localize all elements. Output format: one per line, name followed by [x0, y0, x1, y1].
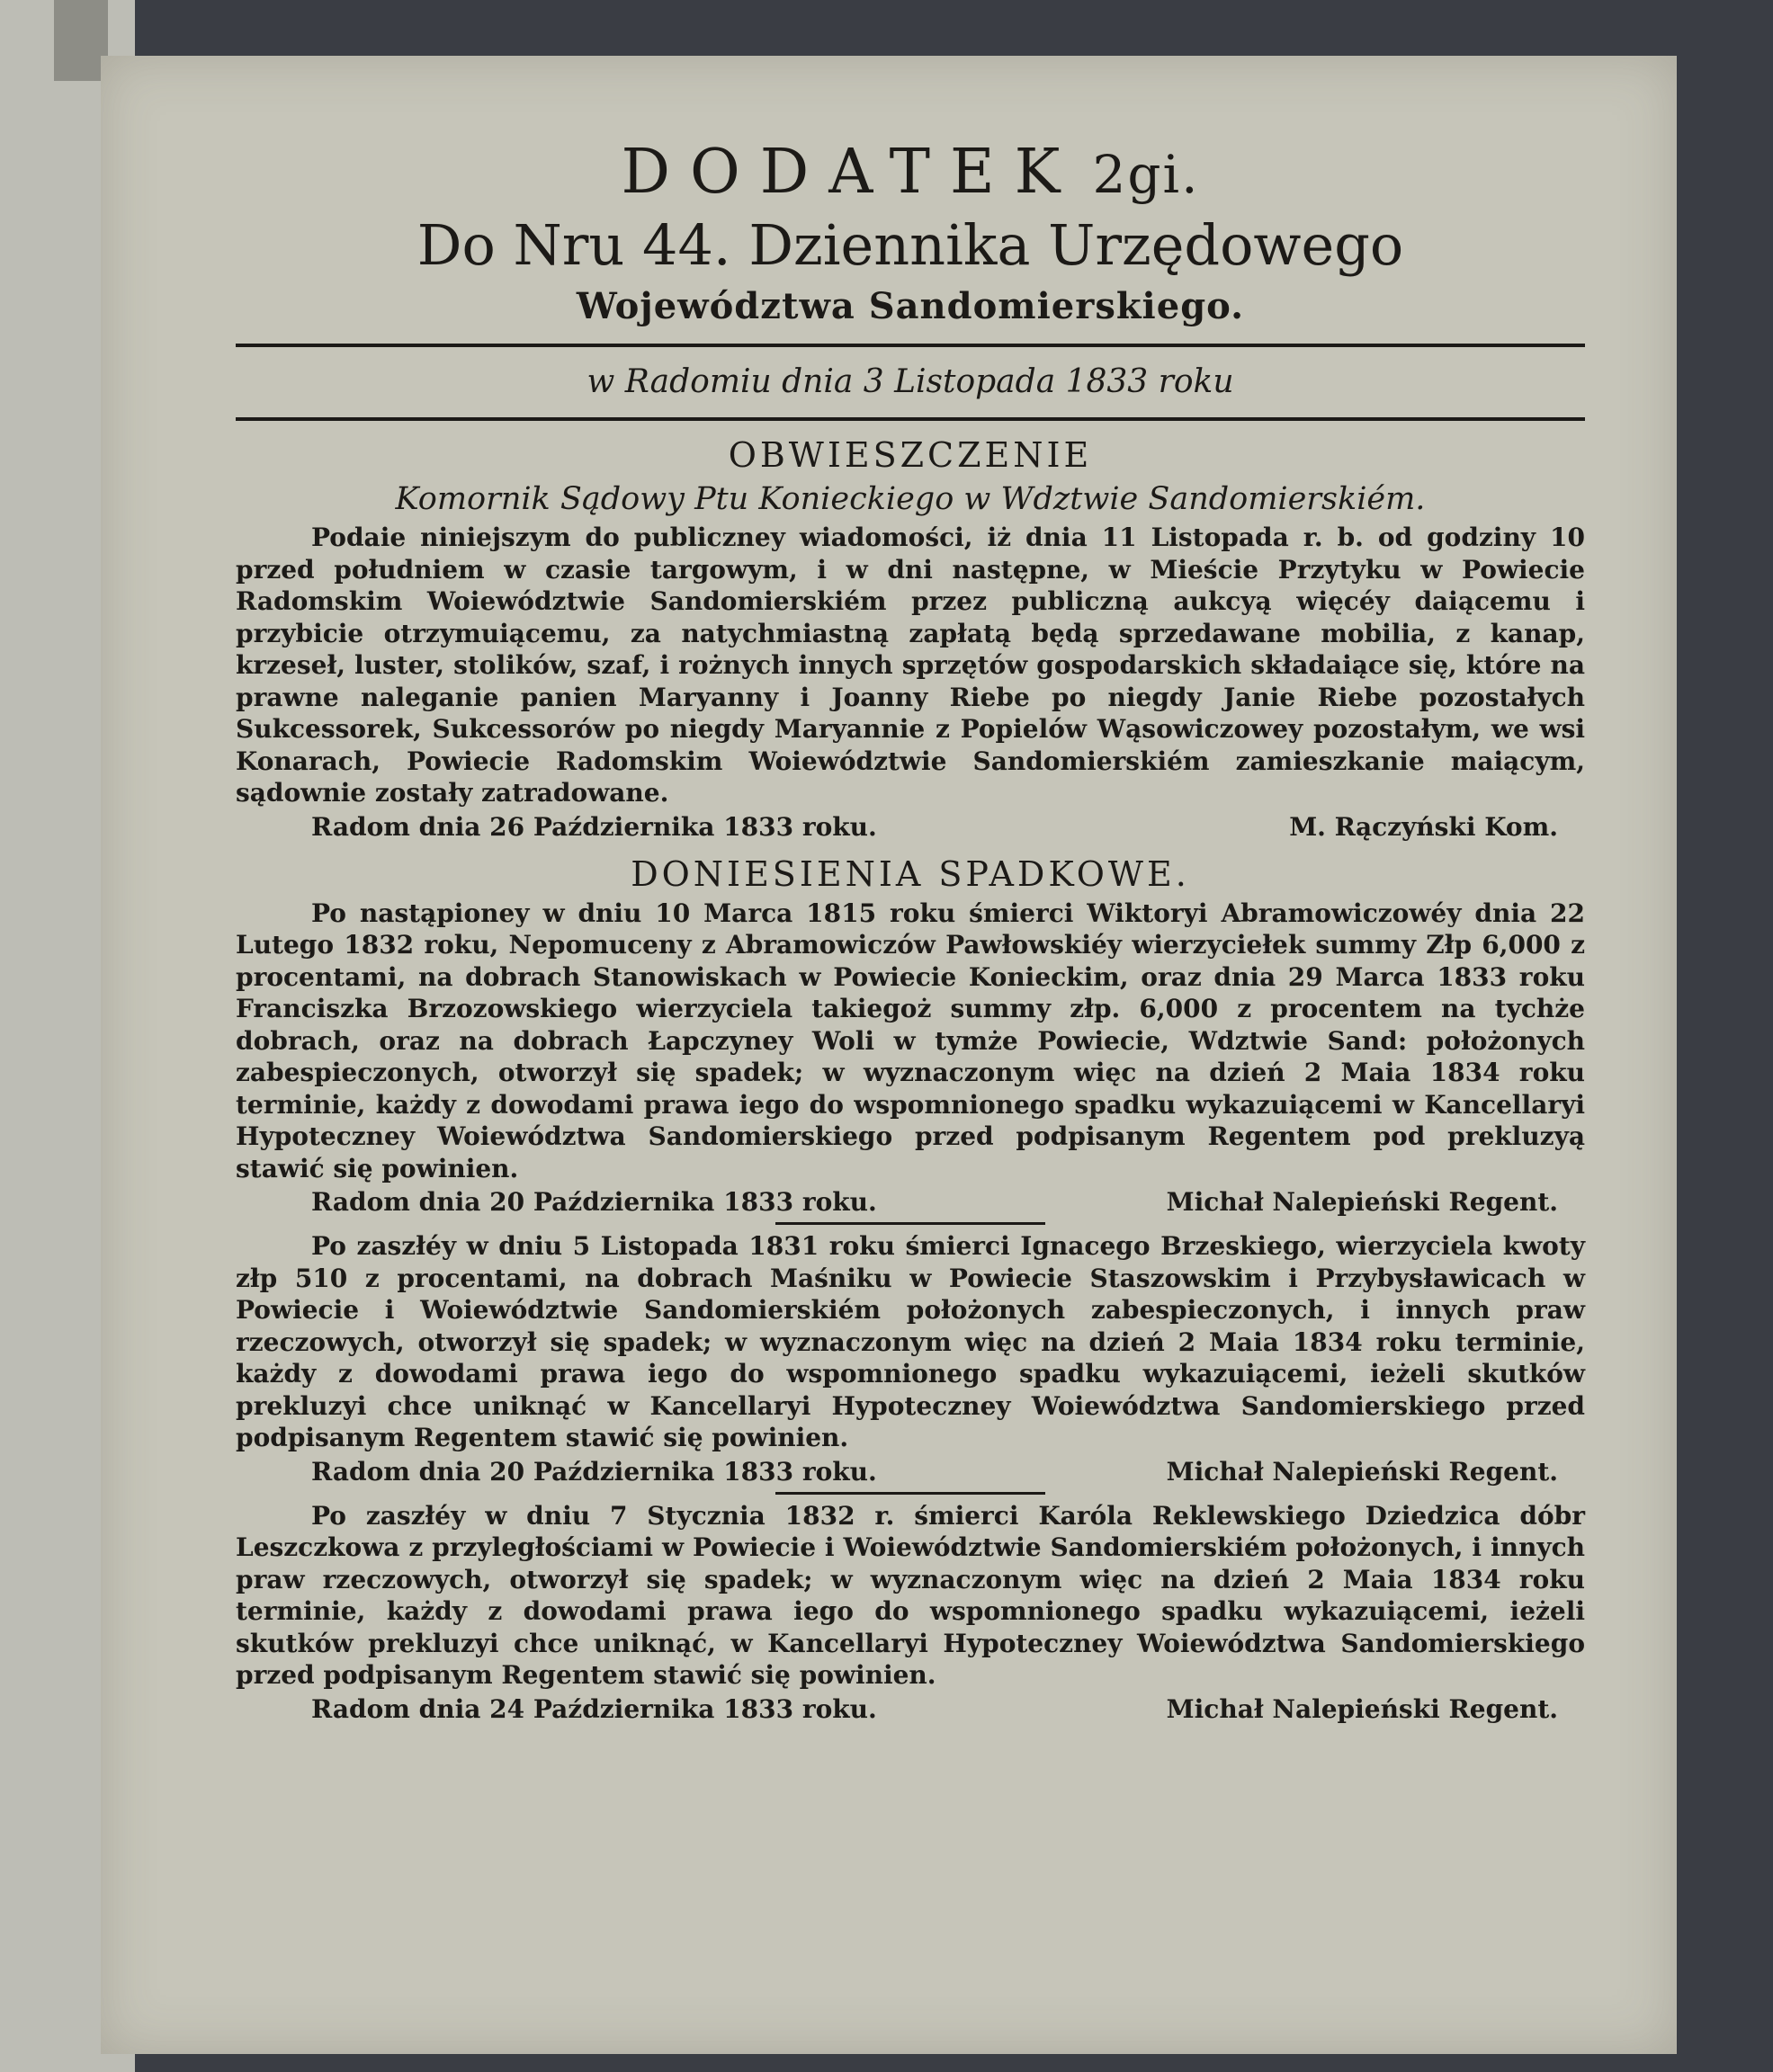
title-suffix: 2gi.	[1092, 144, 1200, 205]
inheritance-heading: DONIESIENIA SPADKOWE.	[631, 853, 1190, 894]
inheritance-entry-body: Po zaszłéy w dniu 5 Listopada 1831 roku śmierci Ignacego Brzeskiego, wierzyciela kwoty złp 510 z procentami, na dobrach Maśniku w Powiecie Staszowskim i Przybysławicach w Powiecie i Woiewództwie Sandomierskiém położonych zabespieczonych, i innych praw rzeczowych, otworzył się spadek; w wyznaczonym więc na dzień 2 Maia 1834 roku terminie, każdy z dowodami prawa iego do wspomnionego spadku wykazuiącemi, ieżeli skutków prekluzyi chce uniknąć w Kancellaryi Hypoteczney Woiewództwa Sandomierskiego przed podpisanym Regentem stawić się powinien.	[236, 1231, 1585, 1452]
divider	[236, 344, 1585, 347]
entry-signature: Michał Nalepieński Regent.	[1166, 1693, 1558, 1724]
divider	[236, 417, 1585, 421]
entry-date: Radom dnia 20 Października 1833 roku.	[311, 1187, 877, 1217]
entry-date: Radom dnia 24 Października 1833 roku.	[311, 1693, 877, 1724]
entry-signature: Michał Nalepieński Regent.	[1166, 1187, 1558, 1217]
binding-edge	[54, 0, 108, 81]
entry-signature: Michał Nalepieński Regent.	[1166, 1456, 1558, 1487]
region-name: Województwa Sandomierskiego.	[576, 285, 1245, 327]
inheritance-entry-body: Po zaszłéy w dniu 7 Stycznia 1832 r. śmierci Karóla Reklewskiego Dziedzica dóbr Leszczkowa z przyległościami w Powiecie i Woiewództwie Sandomierskiém położonych, i innych praw rzeczowych, otworzył się spadek; w wyznaczonym więc na dzień 2 Maia 1834 roku terminie, każdy z dowodami prawa iego do wspomnionego spadku wykazuiącemi, ieżeli skutków prekluzyi chce uniknąć, w Kancellaryi Hypoteczney Woiewództwa Sandomierskiego przed podpisanym Regentem stawić się powinien.	[236, 1500, 1585, 1690]
notice-subheading: Komornik Sądowy Ptu Konieckiego w Wdztwie Sandomierskiém.	[395, 481, 1426, 517]
page-content	[236, 137, 1585, 1728]
notice-signature: M. Rączyński Kom.	[1289, 811, 1558, 842]
title-text: DODATEK	[621, 137, 1080, 208]
issue-date: w Radomiu dnia 3 Listopada 1833 roku	[587, 363, 1234, 400]
page-title	[236, 137, 1585, 210]
notice-heading: OBWIESZCZENIE	[728, 435, 1093, 475]
notice-date: Radom dnia 26 Października 1833 roku.	[311, 811, 877, 842]
masthead	[236, 137, 1585, 333]
page-subtitle: Do Nru 44. Dziennika Urzędowego	[416, 212, 1404, 278]
entry-date: Radom dnia 20 Października 1833 roku.	[311, 1456, 877, 1487]
document-page	[101, 56, 1677, 2054]
inheritance-entry-signature-line	[236, 1454, 1585, 1490]
notice-body: Podaie niniejszym do publiczney wiadomości, iż dnia 11 Listopada r. b. od godziny 10 przed południem w czasie targowym, i w dni następne, w Mieście Przytyku w Powiecie Radomskim Woiewództwie Sandomierskiém przez publiczną aukcyą więcéy daiącemu i przybicie otrzymuiącemu, za natychmiastną zapłatą będą sprzedawane mobilia, z kanap, krzeseł, luster, stolików, szaf, i rożnych innych sprzętów gospodarskich składaiące się, które na prawne naleganie panien Maryanny i Joanny Riebe po niegdy Janie Riebe pozostałych Sukcessorek, Sukcessorów po niegdy Maryannie z Popielów Wąsowiczowey pozostałym, we wsi Konarach, Powiecie Radomskim Woiewództwie Sandomierskiém zamieszkanie maiącym, sądownie zostały zatradowane.	[236, 522, 1585, 808]
notice-signature-line	[236, 809, 1585, 845]
divider	[775, 1492, 1045, 1495]
inheritance-entry-body: Po nastąpioney w dniu 10 Marca 1815 roku śmierci Wiktoryi Abramowiczowéy dnia 22 Lutego 1832 roku, Nepomuceny z Abramowiczów Pawłowskiéy wierzyciełek summy Złp 6,000 z procentami, na dobrach Stanowiskach w Powiecie Konieckim, oraz dnia 29 Marca 1833 roku Franciszka Brzozowskiego wierzyciela takiegoż summy złp. 6,000 z procentem na tychże dobrach, oraz na dobrach Łapczyney Woli w tymże Powiecie, Wdztwie Sand: położonych zabespieczonych, otworzył się spadek; w wyznaczonym więc na dzień 2 Maia 1834 roku terminie, każdy z dowodami prawa iego do wspomnionego spadku wykazuiącemi w Kancellaryi Hypoteczney Woiewództwa Sandomierskiego przed podpisanym Regentem pod prekluzyą stawić się powinien.	[236, 898, 1585, 1183]
inheritance-entry-signature-line	[236, 1692, 1585, 1728]
inheritance-entry-signature-line	[236, 1184, 1585, 1220]
divider	[775, 1222, 1045, 1225]
